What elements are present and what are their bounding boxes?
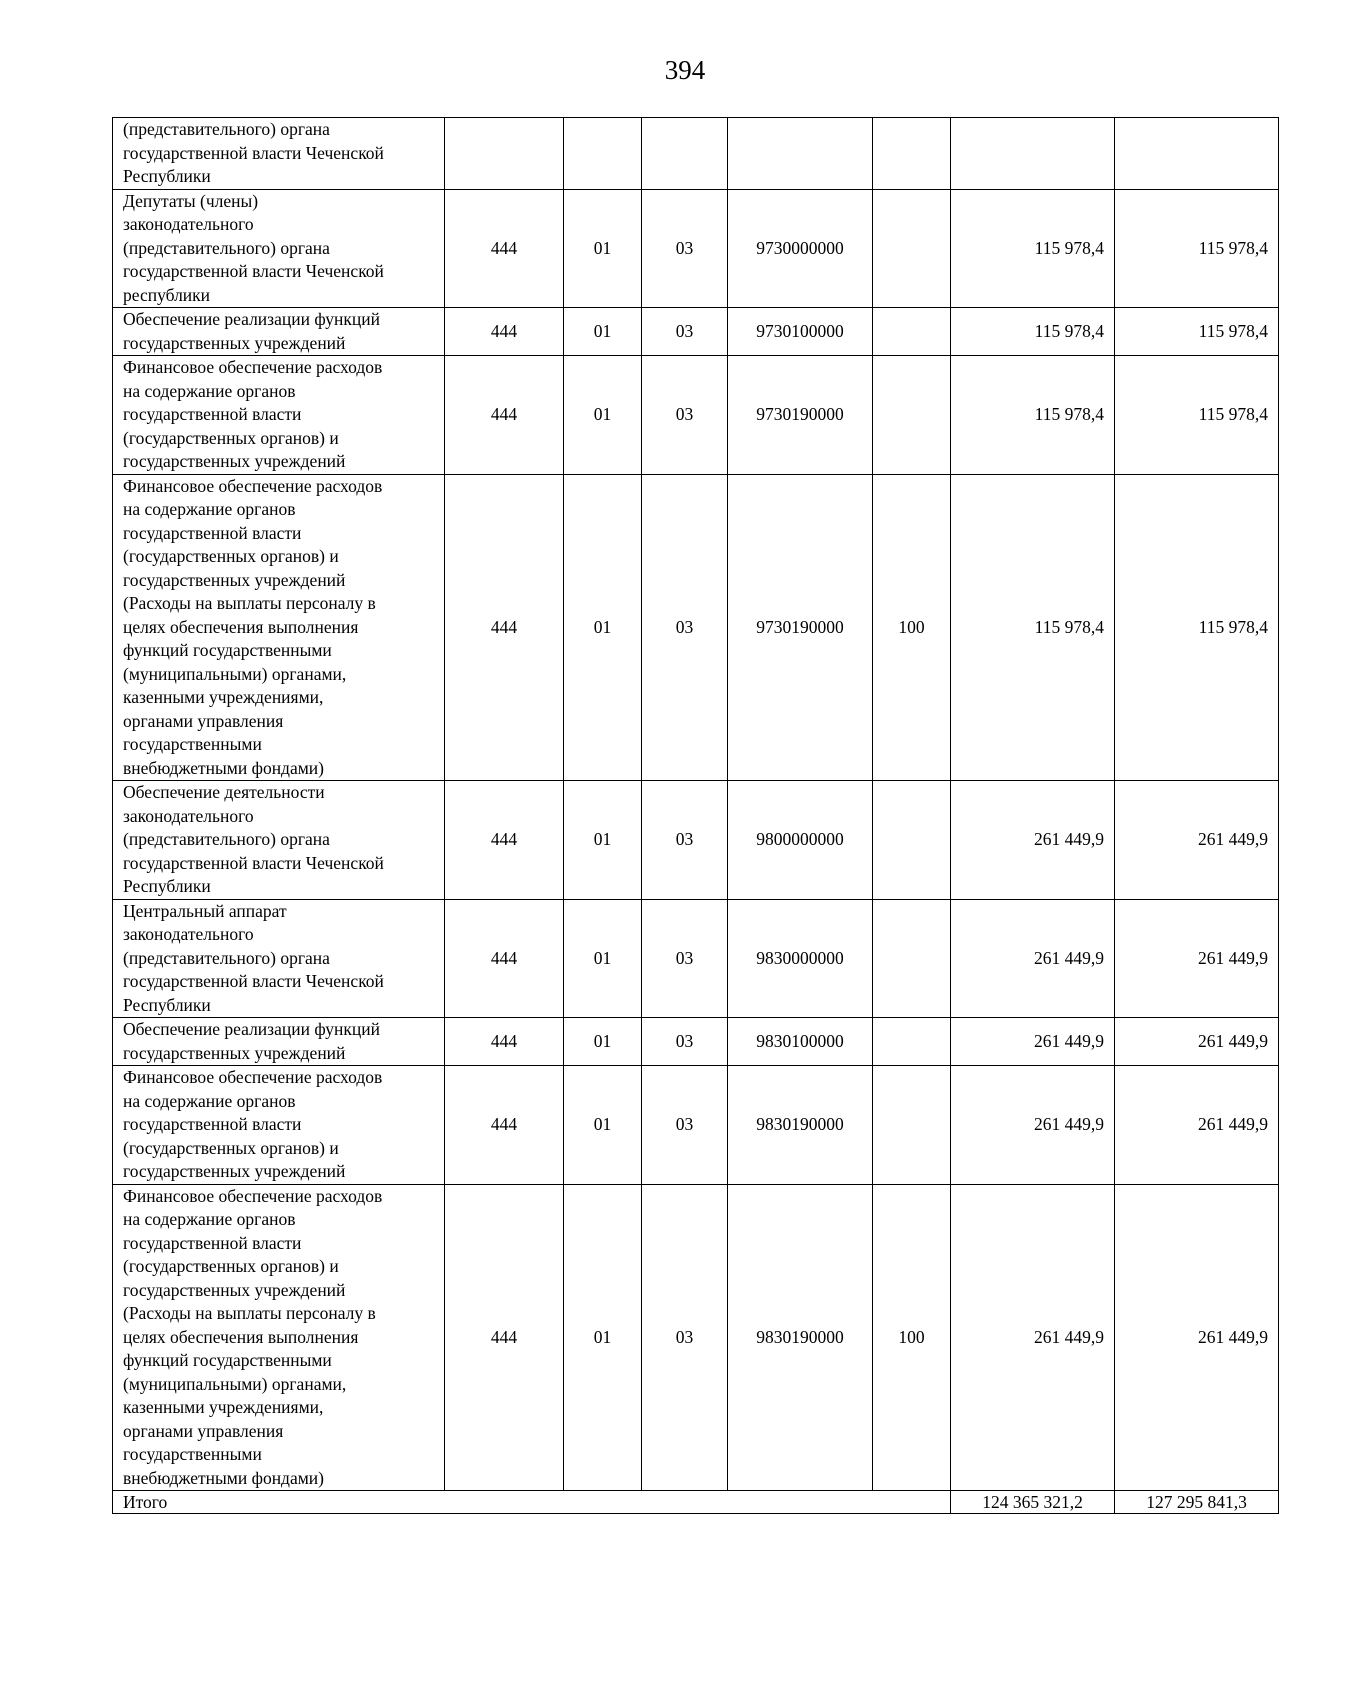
row-target-article-cell: 9730190000 [728,356,873,475]
row-sum-2-cell: 261 449,9 [1115,1066,1279,1185]
row-subsection-cell: 03 [642,474,728,781]
row-ved-cell [445,118,564,190]
row-section-cell: 01 [564,356,642,475]
row-ved-cell: 444 [445,1066,564,1185]
row-sum-1-cell: 261 449,9 [951,1184,1115,1491]
row-expense-type-cell: 100 [873,474,951,781]
table-row [113,1018,1279,1066]
row-expense-type-cell [873,189,951,308]
row-sum-2-cell: 261 449,9 [1115,781,1279,900]
row-subsection-cell [642,118,728,190]
row-expense-type-cell [873,118,951,190]
row-subsection-cell: 03 [642,1018,728,1066]
row-subsection-cell: 03 [642,356,728,475]
row-sum-2-cell: 115 978,4 [1115,189,1279,308]
total-sum-1: 124 365 321,2 [951,1491,1115,1514]
table-row [113,474,1279,781]
row-section-cell: 01 [564,781,642,900]
table-row [113,356,1279,475]
row-target-article-cell: 9830000000 [728,899,873,1018]
row-subsection-cell: 03 [642,1066,728,1185]
row-sum-1-cell: 261 449,9 [951,1066,1115,1185]
row-name-cell: Финансовое обеспечение расходов на содержание органов государственной власти (государственных органов) и государственных учреждений [113,356,445,475]
row-subsection-cell: 03 [642,899,728,1018]
row-target-article-cell: 9830190000 [728,1184,873,1491]
row-name-cell: Обеспечение реализации функций государственных учреждений [113,308,445,356]
row-ved-cell: 444 [445,1184,564,1491]
row-target-article-cell [728,118,873,190]
page-number: 394 [664,55,706,85]
row-expense-type-cell: 100 [873,1184,951,1491]
total-row [113,1491,1279,1514]
row-target-article-cell: 9730000000 [728,189,873,308]
table-body [113,118,1279,1514]
row-section-cell: 01 [564,308,642,356]
table-row [113,308,1279,356]
row-target-article-cell: 9830190000 [728,1066,873,1185]
row-ved-cell: 444 [445,474,564,781]
row-target-article-cell: 9830100000 [728,1018,873,1066]
row-name-cell: Депутаты (члены) законодательного (представительного) органа государственной власти Чеченской республики [113,189,445,308]
row-subsection-cell: 03 [642,1184,728,1491]
row-name-cell: Обеспечение деятельности законодательного (представительного) органа государственной власти Чеченской Республики [113,781,445,900]
row-subsection-cell: 03 [642,781,728,900]
table-row [113,781,1279,900]
table-row [113,118,1279,190]
row-sum-2-cell: 115 978,4 [1115,356,1279,475]
row-target-article-cell: 9800000000 [728,781,873,900]
row-sum-1-cell: 261 449,9 [951,781,1115,900]
row-name-cell: Финансовое обеспечение расходов на содержание органов государственной власти (государственных органов) и государственных учреждений [113,1066,445,1185]
row-sum-2-cell: 115 978,4 [1115,308,1279,356]
row-expense-type-cell [873,308,951,356]
row-sum-2-cell: 115 978,4 [1115,474,1279,781]
row-sum-2-cell [1115,118,1279,190]
row-ved-cell: 444 [445,781,564,900]
row-name-cell: Финансовое обеспечение расходов на содержание органов государственной власти (государственных органов) и государственных учреждений (Расходы на выплаты персоналу в целях обеспечения выполнения функций государственными (муниципальными) органами, казенными учреждениями, органами управления государственными внебюджетными фондами) [113,1184,445,1491]
row-expense-type-cell [873,899,951,1018]
row-section-cell: 01 [564,899,642,1018]
row-sum-1-cell: 115 978,4 [951,189,1115,308]
table-row [113,189,1279,308]
row-section-cell: 01 [564,189,642,308]
row-target-article-cell: 9730100000 [728,308,873,356]
total-sum-2: 127 295 841,3 [1115,1491,1279,1514]
row-expense-type-cell [873,1066,951,1185]
row-section-cell: 01 [564,1018,642,1066]
row-target-article-cell: 9730190000 [728,474,873,781]
row-ved-cell: 444 [445,356,564,475]
row-subsection-cell: 03 [642,308,728,356]
row-ved-cell: 444 [445,308,564,356]
row-section-cell: 01 [564,474,642,781]
row-subsection-cell: 03 [642,189,728,308]
row-sum-1-cell: 261 449,9 [951,899,1115,1018]
row-name-cell: Обеспечение реализации функций государственных учреждений [113,1018,445,1066]
row-name-cell: Центральный аппарат законодательного (представительного) органа государственной власти Чеченской Республики [113,899,445,1018]
row-expense-type-cell [873,781,951,900]
row-expense-type-cell [873,356,951,475]
row-expense-type-cell [873,1018,951,1066]
budget-table [112,117,1279,1514]
row-sum-1-cell: 115 978,4 [951,474,1115,781]
total-label: Итого [113,1491,951,1514]
table-row [113,1066,1279,1185]
row-sum-1-cell: 115 978,4 [951,308,1115,356]
row-sum-2-cell: 261 449,9 [1115,1018,1279,1066]
row-sum-1-cell [951,118,1115,190]
row-section-cell [564,118,642,190]
row-name-cell: (представительного) органа государственной власти Чеченской Республики [113,118,445,190]
row-section-cell: 01 [564,1184,642,1491]
row-sum-2-cell: 261 449,9 [1115,899,1279,1018]
row-sum-2-cell: 261 449,9 [1115,1184,1279,1491]
row-name-cell: Финансовое обеспечение расходов на содержание органов государственной власти (государственных органов) и государственных учреждений (Расходы на выплаты персоналу в целях обеспечения выполнения функций государственными (муниципальными) органами, казенными учреждениями, органами управления государственными внебюджетными фондами) [113,474,445,781]
row-ved-cell: 444 [445,899,564,1018]
row-ved-cell: 444 [445,1018,564,1066]
row-section-cell: 01 [564,1066,642,1185]
row-sum-1-cell: 261 449,9 [951,1018,1115,1066]
table-row [113,1184,1279,1491]
row-sum-1-cell: 115 978,4 [951,356,1115,475]
table-row [113,899,1279,1018]
row-ved-cell: 444 [445,189,564,308]
